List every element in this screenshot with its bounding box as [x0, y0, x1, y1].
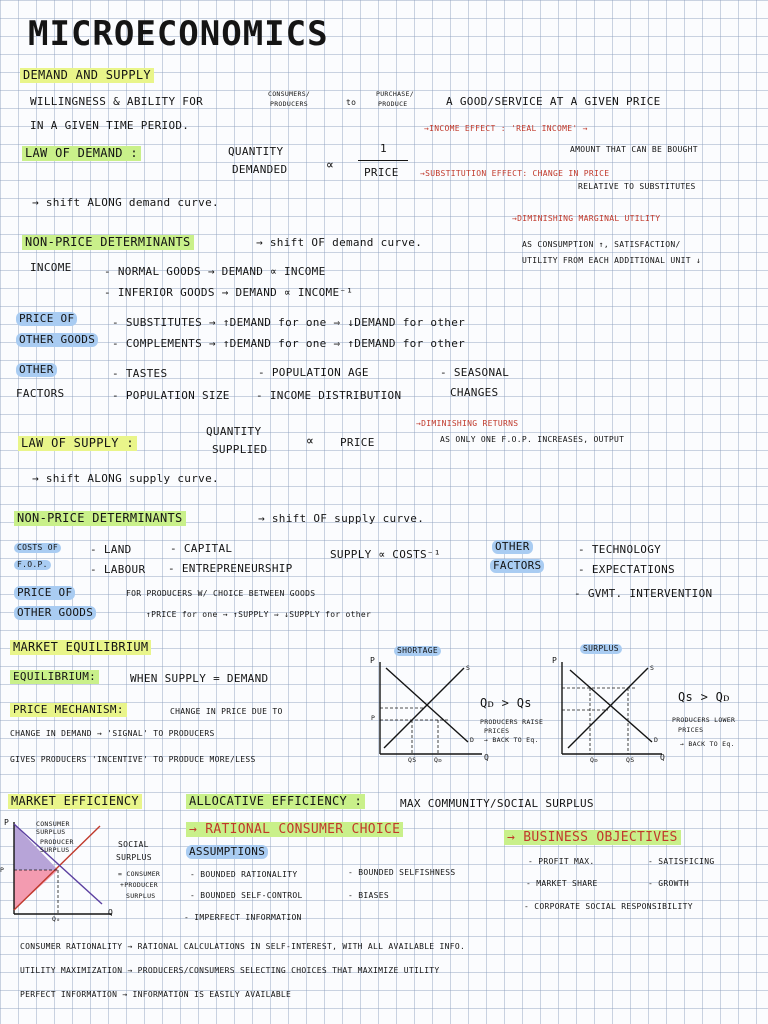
income-effect: →INCOME EFFECT : 'REAL INCOME' → — [424, 124, 588, 133]
surplus-demand-curve — [570, 670, 652, 742]
other-factors-label-2: FACTORS — [16, 387, 65, 400]
price-other-goods-label-2: OTHER GOODS — [16, 333, 98, 347]
surplus-heading: SURPLUS — [580, 644, 622, 654]
shortage-label-s: S — [466, 664, 471, 672]
other-factors-label: OTHER — [16, 363, 57, 377]
assumptions-label: ASSUMPTIONS — [186, 845, 268, 859]
surplus-axis-q: Q — [660, 753, 666, 762]
entrepreneurship: - ENTREPRENEURSHIP — [168, 562, 293, 575]
tastes: - TASTES — [112, 367, 168, 380]
fraction-bar — [358, 160, 408, 161]
price-mechanism-text: CHANGE IN PRICE DUE TO — [170, 707, 283, 716]
dmu-detail: AS CONSUMPTION ↑, SATISFACTION/ — [522, 240, 681, 249]
supply-costs-relation: SUPPLY ∝ COSTS⁻¹ — [330, 548, 441, 561]
definition-text-2: A GOOD/SERVICE AT A GIVEN PRICE — [446, 95, 661, 108]
satisficing: - SATISFICING — [648, 857, 715, 866]
substitution-effect-detail: RELATIVE TO SUBSTITUTES — [578, 182, 696, 191]
expectations: - EXPECTATIONS — [578, 563, 675, 576]
producers-price-rule: ↑PRICE for one → ↑SUPPLY ⇒ ↓SUPPLY for other — [146, 610, 372, 619]
surplus-label-d: D — [654, 736, 659, 744]
allocative-efficiency-label: ALLOCATIVE EFFICIENCY : — [186, 794, 365, 809]
complements-rule: - COMPLEMENTS → ↑DEMAND for one ⇒ ↑DEMAND for other — [112, 337, 466, 350]
substitutes-rule: - SUBSTITUTES → ↑DEMAND for one ⇒ ↓DEMAND for other — [112, 316, 466, 329]
fraction-numerator: 1 — [380, 142, 387, 155]
shortage-demand-curve — [386, 668, 468, 742]
law-of-demand-heading: LAW OF DEMAND : — [22, 146, 141, 161]
surplus-supply-curve — [568, 668, 648, 748]
social-surplus-def-3: SURPLUS — [126, 892, 156, 900]
price-mechanism-text-2: CHANGE IN DEMAND → 'SIGNAL' TO PRODUCERS — [10, 729, 215, 738]
income-distribution: - INCOME DISTRIBUTION — [256, 389, 402, 402]
diminishing-returns-detail: AS ONLY ONE F.O.P. INCREASES, OUTPUT — [440, 435, 625, 444]
consumer-surplus-label: CONSUMER SURPLUS — [36, 820, 70, 836]
shortage-graph — [372, 658, 492, 768]
rational-consumer-heading — [186, 822, 403, 838]
costs-fop-label-2: F.O.P. — [14, 560, 51, 570]
surplus-graph — [556, 658, 676, 768]
supplied-label: SUPPLIED — [212, 443, 268, 456]
supply-price-other-goods: PRICE OF — [14, 586, 75, 600]
surplus-note-2: PRICES — [678, 726, 704, 734]
demanded-label: DEMANDED — [232, 163, 288, 176]
rational-consumer-heading-text: → RATIONAL CONSUMER CHOICE — [186, 822, 403, 837]
social-surplus-def: = CONSUMER — [118, 870, 161, 878]
income-effect-detail: AMOUNT THAT CAN BE BOUGHT — [570, 145, 698, 154]
proportional-symbol: ∝ — [326, 158, 335, 173]
equilibrium-label: EQUILIBRIUM: — [10, 670, 99, 684]
definition-to: to — [346, 98, 357, 107]
page-title: MICROECONOMICS — [28, 14, 329, 54]
price-mechanism-label: PRICE MECHANISM: — [10, 703, 127, 717]
consumer-rationality-def: CONSUMER RATIONALITY → RATIONAL CALCULATIONS IN SELF-INTEREST, WITH ALL AVAILABLE INFO. — [20, 942, 466, 951]
seasonal-changes: - SEASONAL — [440, 366, 510, 379]
welfare-axis-q: Q — [108, 908, 114, 917]
substitution-effect: →SUBSTITUTION EFFECT: CHANGE IN PRICE — [420, 169, 610, 178]
welfare-tick-q0: Q₀ — [52, 915, 61, 923]
population-size: - POPULATION SIZE — [112, 389, 230, 402]
supply-quantity-label: QUANTITY — [206, 425, 262, 438]
surplus-tick-qd: Qᴅ — [590, 756, 598, 764]
price-other-goods-label: PRICE OF — [16, 312, 77, 326]
population-age: - POPULATION AGE — [258, 366, 369, 379]
business-objectives-heading — [504, 830, 681, 846]
npd-demand-tail: → shift OF demand curve. — [256, 236, 423, 249]
shortage-note-3: → BACK TO Eq. — [484, 736, 539, 744]
supply-other-factors-label-2: FACTORS — [490, 559, 544, 573]
equilibrium-definition: WHEN SUPPLY = DEMAND — [130, 672, 269, 685]
market-share: - MARKET SHARE — [526, 879, 598, 888]
shortage-axis-p: P — [370, 656, 376, 665]
diminishing-returns: →DIMINISHING RETURNS — [416, 419, 519, 428]
normal-goods: - NORMAL GOODS → DEMAND ∝ INCOME — [104, 265, 326, 278]
income-label: INCOME — [30, 261, 72, 274]
dmu-detail-2: UTILITY FROM EACH ADDITIONAL UNIT ↓ — [522, 256, 702, 265]
shortage-tick-qd: Qᴅ — [434, 756, 442, 764]
allocative-efficiency-definition: MAX COMMUNITY/SOCIAL SURPLUS — [400, 797, 594, 810]
land: - LAND — [90, 543, 132, 556]
shortage-tick-p: P — [371, 714, 376, 722]
government-intervention: - GVMT. INTERVENTION — [574, 587, 713, 600]
bounded-rationality: - BOUNDED RATIONALITY — [190, 870, 298, 879]
definition-text-3: IN A GIVEN TIME PERIOD. — [30, 119, 190, 132]
supply-other-factors-label: OTHER — [492, 540, 533, 554]
surplus-relation: Qs > Qᴅ — [678, 690, 730, 704]
biases: - BIASES — [348, 891, 389, 900]
seasonal-changes-2: CHANGES — [450, 386, 499, 399]
definition-text: WILLINGNESS & ABILITY FOR — [30, 95, 204, 108]
csr: - CORPORATE SOCIAL RESPONSIBILITY — [524, 902, 693, 911]
surplus-axis-p: P — [552, 656, 558, 665]
section-heading-demand-supply: DEMAND AND SUPPLY — [20, 68, 154, 83]
costs-fop-label: COSTS OF — [14, 543, 61, 553]
market-efficiency-heading: MARKET EFFICIENCY — [8, 794, 142, 809]
definition-act-top: PURCHASE/ — [376, 90, 414, 98]
shortage-tick-qs: QS — [408, 756, 417, 764]
producer-surplus-label: PRODUCER SURPLUS — [40, 838, 74, 854]
growth: - GROWTH — [648, 879, 689, 888]
supply-price-other-goods-2: OTHER GOODS — [14, 606, 96, 620]
dmu-heading: →DIMINISHING MARGINAL UTILITY — [512, 214, 661, 223]
social-surplus-def-2: +PRODUCER — [120, 881, 158, 889]
shift-along-demand: → shift ALONG demand curve. — [32, 196, 219, 209]
shift-along-supply: → shift ALONG supply curve. — [32, 472, 219, 485]
market-equilibrium-heading: MARKET EQUILIBRIUM — [10, 640, 151, 655]
imperfect-information: - IMPERFECT INFORMATION — [184, 913, 302, 922]
shortage-note: PRODUCERS RAISE — [480, 718, 544, 726]
shortage-note-2: PRICES — [484, 727, 510, 735]
surplus-label-s: S — [650, 664, 655, 672]
surplus-note: PRODUCERS LOWER — [672, 716, 736, 724]
npd-demand-heading: NON-PRICE DETERMINANTS — [22, 235, 194, 250]
shortage-label-d: D — [470, 736, 475, 744]
surplus-tick-qs: QS — [626, 756, 635, 764]
price-mechanism-text-3: GIVES PRODUCERS 'INCENTIVE' TO PRODUCE MORE/LESS — [10, 755, 256, 764]
shortage-relation: Qᴅ > Qs — [480, 696, 532, 710]
capital: - CAPITAL — [170, 542, 233, 555]
producers-choice: FOR PRODUCERS W/ CHOICE BETWEEN GOODS — [126, 589, 316, 598]
definition-who-top: CONSUMERS/ — [268, 90, 311, 98]
inferior-goods: - INFERIOR GOODS → DEMAND ∝ INCOME⁻¹ — [104, 286, 354, 299]
supply-price: PRICE — [340, 436, 375, 449]
surplus-note-3: → BACK TO Eq. — [680, 740, 735, 748]
technology: - TECHNOLOGY — [578, 543, 662, 556]
law-of-supply-heading: LAW OF SUPPLY : — [18, 436, 137, 451]
perfect-information-def: PERFECT INFORMATION → INFORMATION IS EASILY AVAILABLE — [20, 990, 292, 999]
welfare-axis-p: P — [4, 818, 10, 827]
utility-maximization-def: UTILITY MAXIMIZATION → PRODUCERS/CONSUMERS SELECTING CHOICES THAT MAXIMIZE UTILITY — [20, 966, 440, 975]
quantity-label: QUANTITY — [228, 145, 284, 158]
fraction-denominator: PRICE — [364, 166, 399, 179]
bounded-selfishness: - BOUNDED SELFISHNESS — [348, 868, 456, 877]
supply-proportional-symbol: ∝ — [306, 434, 315, 449]
business-objectives-heading-text: → BUSINESS OBJECTIVES — [504, 830, 681, 845]
welfare-tick-p: P — [0, 866, 5, 874]
social-surplus-label: SOCIAL — [118, 840, 149, 849]
definition-who-bottom: PRODUCERS — [270, 100, 308, 108]
profit-max: - PROFIT MAX. — [528, 857, 595, 866]
npd-supply-heading: NON-PRICE DETERMINANTS — [14, 511, 186, 526]
shortage-heading: SHORTAGE — [394, 646, 441, 656]
shortage-axis-q: Q — [484, 753, 490, 762]
labour: - LABOUR — [90, 563, 146, 576]
bounded-self-control: - BOUNDED SELF-CONTROL — [190, 891, 303, 900]
definition-act-bottom: PRODUCE — [378, 100, 408, 108]
npd-supply-tail: → shift OF supply curve. — [258, 512, 425, 525]
social-surplus-label-2: SURPLUS — [116, 853, 152, 862]
